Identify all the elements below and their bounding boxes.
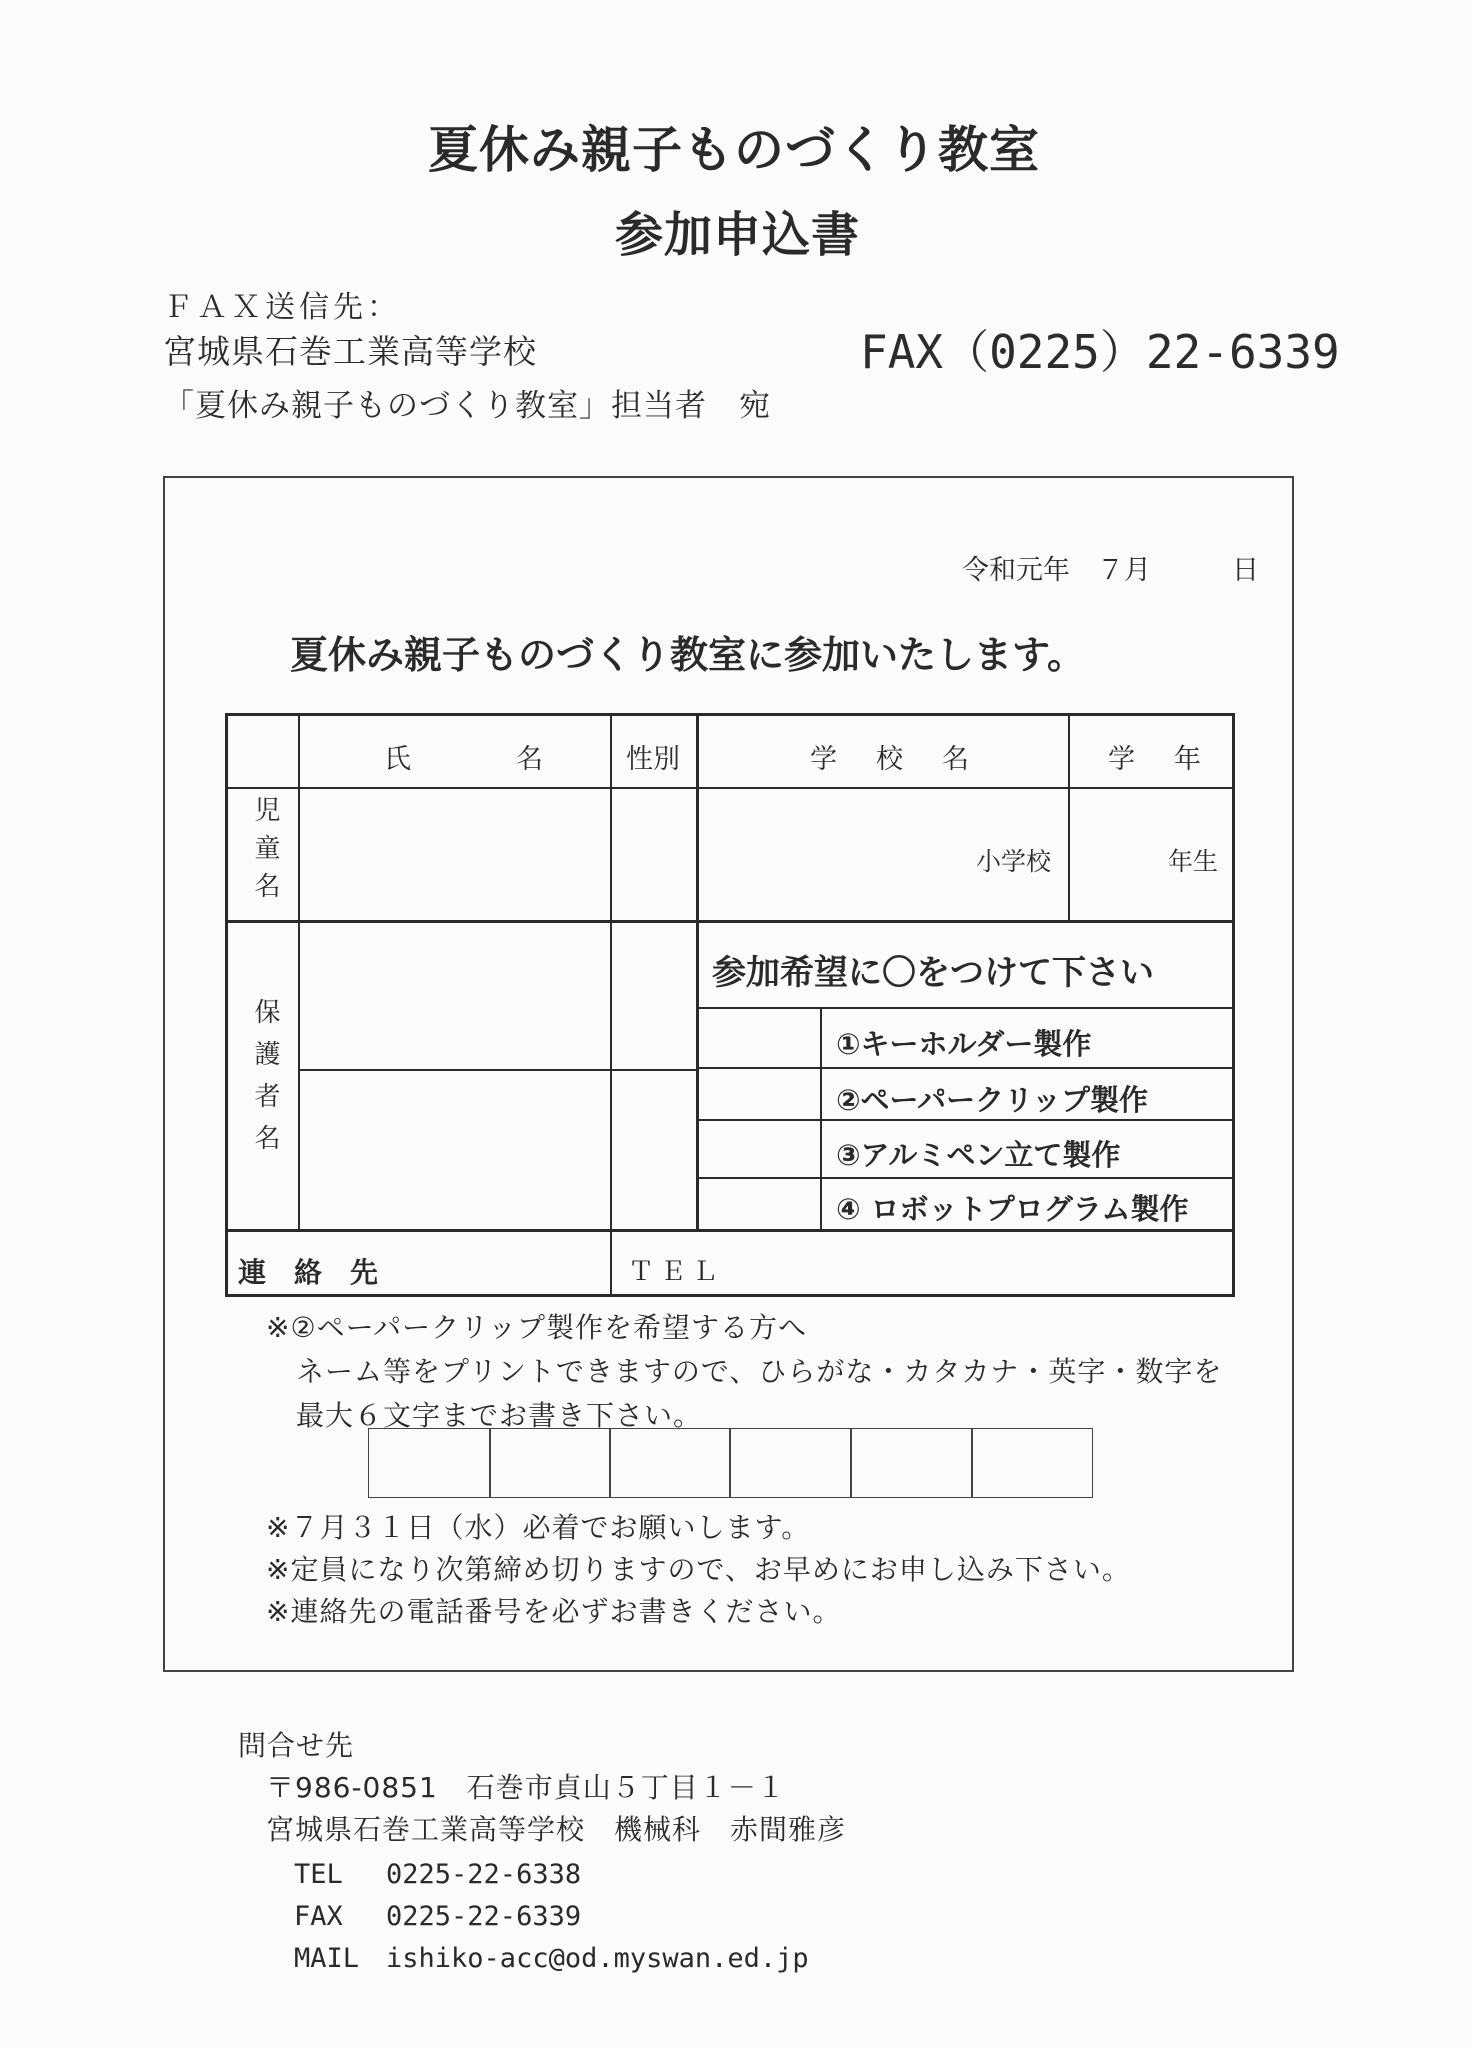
tel-input[interactable]: [720, 1234, 1230, 1292]
page-subtitle: 参加申込書: [615, 207, 861, 263]
tel-label: ＴＥＬ: [628, 1257, 725, 1287]
clip-note-line2: 最大６文字までお書き下さい。: [296, 1399, 703, 1432]
option-1-label: ①キーホルダー製作: [836, 1027, 1092, 1061]
name-char-box[interactable]: [368, 1428, 491, 1498]
date-field[interactable]: 令和元年 ７月 日: [962, 555, 1259, 586]
option-3-label: ③アルミペン立て製作: [836, 1138, 1121, 1172]
col-grade-header: 学 年: [1108, 744, 1207, 775]
guardian-name-input-2[interactable]: [302, 1073, 608, 1227]
option-4-label: ④ ロボットプログラム製作: [836, 1192, 1189, 1226]
name-char-box[interactable]: [729, 1428, 852, 1498]
capacity-note: ※定員になり次第締め切りますので、お早めにお申し込み下さい。: [266, 1553, 1131, 1586]
clip-note-line1: ネーム等をプリントできますので、ひらがな・カタカナ・英字・数字を: [296, 1355, 1223, 1388]
contact-address: 〒986-0851 石巻市貞山５丁目１－１: [266, 1771, 786, 1804]
page-title: 夏休み親子ものづくり教室: [428, 121, 1040, 179]
name-char-box[interactable]: [850, 1428, 973, 1498]
school-suffix: 小学校: [976, 847, 1052, 876]
grade-suffix: 年生: [1168, 847, 1219, 876]
row-guardian-label: 保護者名: [250, 998, 280, 1166]
option-4-checkbox[interactable]: [700, 1181, 818, 1227]
contact-mail: MAIL ishiko-acc@od.myswan.ed.jp: [294, 1943, 809, 1974]
contact-person: 宮城県石巻工業高等学校 機械科 赤間雅彦: [266, 1813, 847, 1846]
deadline-note: ※７月３１日（水）必着でお願いします。: [266, 1511, 811, 1544]
name-char-box[interactable]: [489, 1428, 611, 1498]
child-name-input[interactable]: [302, 791, 608, 919]
clip-note-title: ※②ペーパークリップ製作を希望する方へ: [266, 1311, 808, 1344]
col-school-header: 学 校 名: [810, 744, 975, 775]
child-sex-input[interactable]: [614, 791, 694, 919]
fax-number: FAX（0225）22-6339: [860, 325, 1340, 379]
contact-fax: FAX 0225-22-6339: [294, 1901, 582, 1932]
row-child-label: 児童名: [250, 796, 280, 910]
contact-heading: 問合せ先: [238, 1729, 355, 1762]
fax-to-label: ＦＡＸ送信先：: [163, 290, 401, 325]
school-name: 宮城県石巻工業高等学校: [163, 332, 537, 371]
name-char-box[interactable]: [971, 1428, 1093, 1498]
option-1-checkbox[interactable]: [700, 1011, 818, 1065]
attention-line: 「夏休み親子ものづくり教室」担当者 宛: [163, 388, 771, 424]
row-contact-label: 連 絡 先: [238, 1256, 379, 1289]
col-sex-header: 性別: [626, 744, 680, 775]
phone-note: ※連絡先の電話番号を必ずお書きください。: [266, 1595, 842, 1628]
name-char-box[interactable]: [609, 1428, 731, 1498]
guardian-name-input-1[interactable]: [302, 925, 608, 1067]
participation-statement: 夏休み親子ものづくり教室に参加いたします。: [290, 633, 1085, 677]
options-header: 参加希望に〇をつけて下さい: [712, 953, 1154, 993]
option-2-checkbox[interactable]: [700, 1071, 818, 1117]
col-name-header: 氏 名: [384, 744, 549, 775]
option-3-checkbox[interactable]: [700, 1123, 818, 1175]
contact-tel: TEL 0225-22-6338: [294, 1859, 582, 1890]
option-2-label: ②ペーパークリップ製作: [836, 1083, 1148, 1117]
